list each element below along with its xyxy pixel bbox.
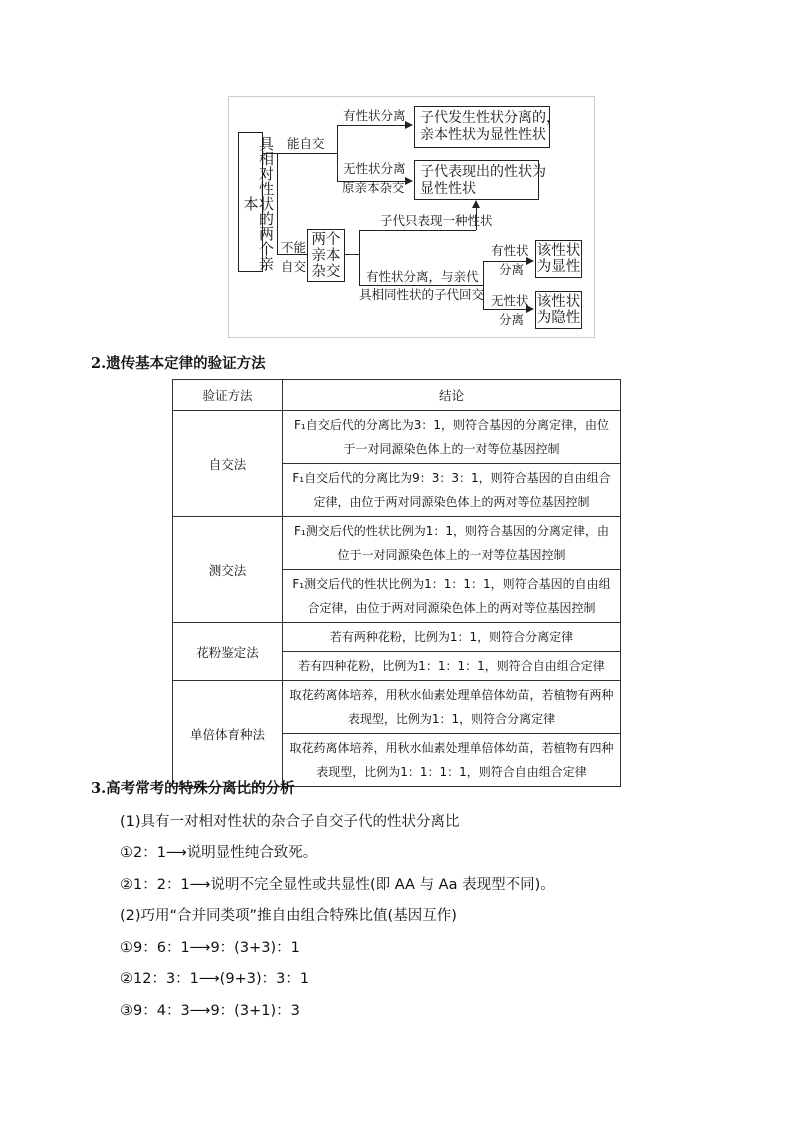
two-parents-line1: 两个 <box>311 232 341 248</box>
root-label: 具相对性状的两个亲本 <box>241 135 275 271</box>
arrow-up <box>472 200 480 208</box>
recessive-box <box>535 291 582 329</box>
method-cell: 单倍体育种法 <box>173 681 283 787</box>
dominant-line1: 该性状 <box>536 243 581 259</box>
section3-line: (2)巧用“合并同类项”推自由组合特殊比值(基因互作) <box>120 908 457 924</box>
backcross-label-2: 具相同性状的子代回交 <box>359 287 485 302</box>
result2-line2: 显性性状 <box>420 181 476 197</box>
connector <box>359 230 476 231</box>
section3-line: ③9：4：3⟶9：(3+1)：3 <box>120 1003 300 1019</box>
has-sep-label: 有性状分离 <box>343 108 406 123</box>
no-sep-label: 无性状分离 <box>343 161 406 176</box>
connector <box>345 254 359 255</box>
section2-title: 2.遗传基本定律的验证方法 <box>91 355 266 372</box>
root-box <box>238 132 275 272</box>
arrow-right <box>405 177 413 185</box>
method-cell: 自交法 <box>173 411 283 517</box>
table-header-row <box>173 380 621 411</box>
result1-line2: 亲本性状为显性性状 <box>420 127 546 143</box>
connector <box>483 309 528 310</box>
verification-table <box>172 379 621 787</box>
recessive-line1: 该性状 <box>536 294 581 310</box>
section3-line: ①9：6：1⟶9：(3+3)：1 <box>120 940 300 956</box>
conclusion-cell: 取花药离体培养，用秋水仙素处理单倍体幼苗，若植物有四种表现型，比例为1：1：1：1，则符合自由组合定律 <box>283 734 621 787</box>
section3-line: ①2：1⟶说明显性纯合致死。 <box>120 845 318 861</box>
header-method: 验证方法 <box>173 380 283 411</box>
has-sep2-label-2: 分离 <box>499 262 525 277</box>
two-parents-line3: 杂交 <box>311 264 341 280</box>
conclusion-cell: 若有四种花粉，比例为1：1：1：1，则符合自由组合定律 <box>283 652 621 681</box>
arrow-right <box>526 257 534 265</box>
connector <box>277 153 337 154</box>
section3-line: ②12：3：1⟶(9+3)：3：1 <box>120 971 310 987</box>
table-row <box>173 623 621 652</box>
connector <box>263 153 277 154</box>
no-sep2-label-2: 分离 <box>499 312 525 327</box>
only-one-label: 子代只表现一种性状 <box>380 213 493 228</box>
recessive-line2: 为隐性 <box>536 310 581 326</box>
table-row <box>173 681 621 734</box>
table-row <box>173 517 621 570</box>
header-conclusion: 结论 <box>283 380 621 411</box>
result1-line1: 子代发生性状分离的， <box>420 110 560 126</box>
connector <box>483 261 484 309</box>
connector <box>337 125 407 126</box>
conclusion-cell: F₁自交后代的分离比为3：1，则符合基因的分离定律，由位于一对同源染色体上的一对等位基因控制 <box>283 411 621 464</box>
dominant-line2: 为显性 <box>536 259 581 275</box>
result-dominant-box-2 <box>414 160 546 200</box>
conclusion-cell: 取花药离体培养，用秋水仙素处理单倍体幼苗，若植物有两种表现型，比例为1：1，则符合分离定律 <box>283 681 621 734</box>
arrow-right <box>405 121 413 129</box>
result2-line1: 子代表现出的性状为 <box>420 164 546 180</box>
backcross-label-1: 有性状分离，与亲代 <box>366 269 479 284</box>
conclusion-cell: F₁测交后代的性状比例为1：1，则符合基因的分离定律，由位于一对同源染色体上的一对等位基因控制 <box>283 517 621 570</box>
connector <box>359 285 483 286</box>
section3-line: (1)具有一对相对性状的杂合子自交子代的性状分离比 <box>120 814 460 830</box>
conclusion-cell: F₁自交后代的分离比为9：3：3：1，则符合基因的自由组合定律，由位于两对同源染色体上的两对等位基因控制 <box>283 464 621 517</box>
no-sep2-label-1: 无性状 <box>491 293 529 308</box>
method-cell: 花粉鉴定法 <box>173 623 283 681</box>
has-sep2-label-1: 有性状 <box>491 243 529 258</box>
connector <box>359 230 360 285</box>
conclusion-cell: 若有两种花粉，比例为1：1，则符合分离定律 <box>283 623 621 652</box>
section3-title: 3.高考常考的特殊分离比的分析 <box>91 780 295 797</box>
two-parents-cross-box <box>307 229 345 282</box>
cannot-self-label-1: 不能 <box>281 240 307 255</box>
connector <box>277 153 278 254</box>
two-parents-line2: 亲本 <box>311 248 341 264</box>
cannot-self-label-2: 自交 <box>281 259 307 274</box>
connector <box>337 125 338 181</box>
conclusion-cell: F₁测交后代的性状比例为1：1：1：1，则符合基因的自由组合定律，由位于两对同源染色体上的两对等位基因控制 <box>283 570 621 623</box>
can-self-label: 能自交 <box>287 136 325 151</box>
table-row <box>173 411 621 464</box>
parent-cross-label: 原亲本杂交 <box>342 180 405 195</box>
dominant-box <box>535 240 582 278</box>
result-dominant-box-1 <box>414 106 560 148</box>
section3-line: ②1：2：1⟶说明不完全显性或共显性(即 AA 与 Aa 表现型不同)。 <box>120 877 555 893</box>
method-cell: 测交法 <box>173 517 283 623</box>
